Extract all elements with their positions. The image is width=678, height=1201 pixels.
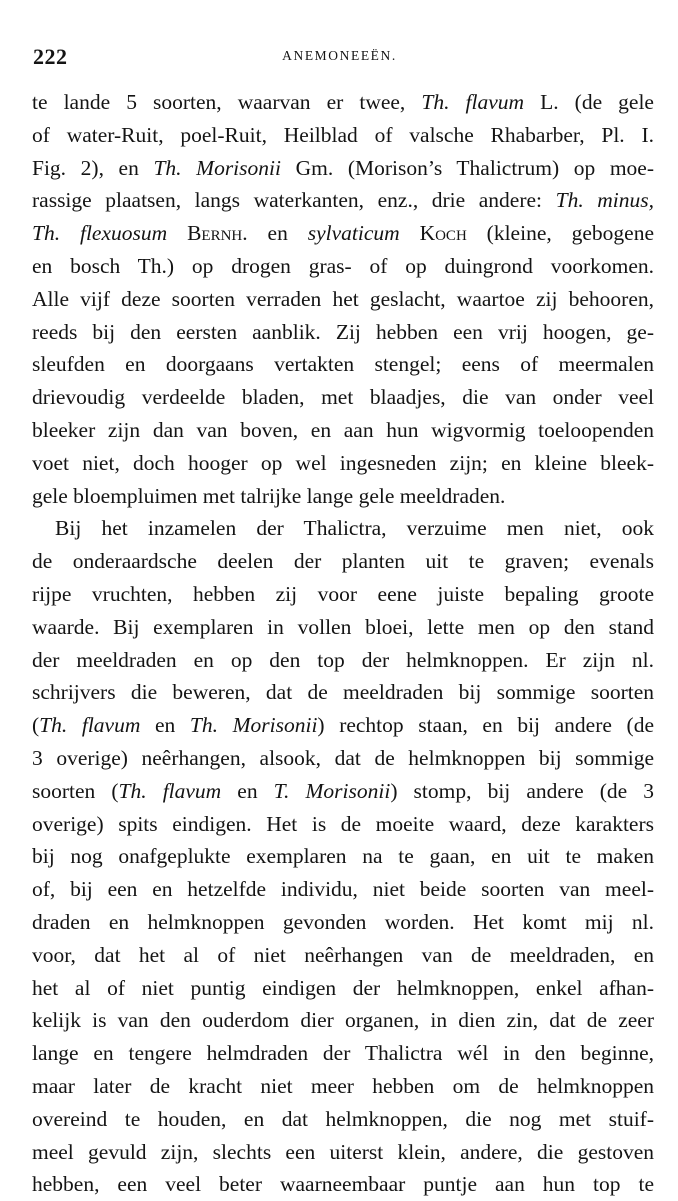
text-run: meel gevuld zijn, slechts een uiterst klein, andere, die gestoven: [32, 1139, 654, 1164]
body-text: [32, 86, 654, 1201]
text-run: schrijvers die beweren, dat de meeldraden bij sommige soorten: [32, 680, 654, 705]
text-line: [32, 250, 654, 283]
text-run: de onderaardsche deelen der planten uit te graven; evenals: [32, 549, 654, 574]
text-run: en bosch Th.) op drogen gras- of op duingrond voorkomen.: [32, 253, 654, 278]
text-line: [32, 939, 654, 972]
text-line: [32, 972, 654, 1005]
text-line: [32, 152, 654, 185]
text-run: Gm. (Morison’s Thalictrum) op moe-: [280, 155, 654, 180]
italic-text: Th. minus,: [555, 188, 655, 213]
italic-text: Th. flexuosum: [32, 221, 168, 246]
text-run: L. (de gele: [524, 90, 654, 114]
text-line: [32, 808, 654, 841]
text-run: maar later de kracht niet meer hebben om de helmknoppen: [32, 1073, 654, 1098]
text-line: [32, 283, 654, 316]
text-run: en: [140, 713, 190, 738]
text-run: soorten (: [32, 778, 119, 803]
text-run: [167, 221, 187, 245]
page-number: 222: [33, 44, 68, 69]
text-run: voor, dat het al of niet neêrhangen van de meeldraden, en: [32, 942, 654, 967]
text-line: [32, 1070, 654, 1103]
italic-text: T. Morisonii: [273, 778, 391, 803]
text-line: [32, 414, 654, 447]
italic-text: sylvaticum: [307, 221, 400, 246]
text-run: hebben, een veel beter waarneembaar puntje aan hun top te: [32, 1172, 654, 1197]
text-line: [32, 906, 654, 939]
text-line: [32, 1037, 654, 1070]
text-line: [32, 1004, 654, 1037]
text-run: lange en tengere helmdraden der Thalictra wél in den beginne,: [32, 1041, 654, 1066]
text-line: [32, 545, 654, 578]
small-caps-text: Bernh.: [187, 221, 248, 246]
text-run: en: [247, 221, 308, 246]
text-line: [32, 512, 654, 545]
text-run: drievoudig verdeelde bladen, met blaadjes, die van onder veel: [32, 385, 654, 410]
text-line: [32, 447, 654, 480]
text-run: (: [32, 713, 40, 738]
text-run: (kleine, gebogene: [466, 221, 655, 246]
text-line: [32, 644, 654, 677]
text-run: te lande 5 soorten, waarvan er twee,: [32, 90, 422, 114]
page-header: [33, 44, 646, 70]
italic-text: Th. flavum: [39, 713, 141, 738]
text-run: der meeldraden en op den top der helmknoppen. Er zijn nl.: [32, 647, 654, 672]
text-run: [400, 221, 420, 245]
text-run: ) stomp, bij andere (de 3: [390, 778, 654, 803]
small-caps-text: Koch: [419, 221, 467, 246]
italic-text: Th. Morisonii: [189, 713, 318, 738]
text-run: en: [221, 778, 274, 803]
italic-text: Th. flavum: [118, 778, 222, 803]
text-run: sleufden en doorgaans vertakten stengel; eens of meermalen: [32, 352, 654, 377]
text-line: [32, 119, 654, 152]
text-run: Bij het inzamelen der Thalictra, verzuime men niet, ook: [55, 516, 654, 541]
text-line: [32, 217, 654, 250]
text-run: Fig. 2), en: [32, 155, 154, 180]
text-run: overige) spits eindigen. Het is de moeite waard, deze karakters: [32, 811, 654, 836]
text-line: [32, 86, 654, 119]
text-line: [32, 775, 654, 808]
text-line: [32, 840, 654, 873]
text-run: draden en helmknoppen gevonden worden. Het komt mij nl.: [32, 909, 654, 934]
text-run: overeind te houden, en dat helmknoppen, die nog met stuif-: [32, 1106, 654, 1131]
text-line: [32, 578, 654, 611]
text-line: [32, 709, 654, 742]
text-run: bij nog onafgeplukte exemplaren na te gaan, en uit te maken: [32, 844, 654, 869]
text-run: rassige plaatsen, langs waterkanten, enz., drie andere:: [32, 188, 556, 213]
text-run: 3 overige) neêrhangen, alsook, dat de helmknoppen bij sommige: [32, 745, 654, 770]
text-line: [32, 316, 654, 349]
italic-text: Th. Morisonii: [153, 155, 281, 180]
text-run: of, bij een en hetzelfde individu, niet beide soorten van meel-: [32, 877, 654, 902]
italic-text: Th. flavum: [421, 90, 525, 114]
text-run: Alle vijf deze soorten verraden het geslacht, waartoe zij behooren,: [32, 286, 654, 311]
text-run: rijpe vruchten, hebben zij voor eene juiste bepaling groote: [32, 581, 654, 606]
text-run: of water-Ruit, poel-Ruit, Heilblad of valsche Rhabarber, Pl. I.: [32, 122, 654, 147]
text-run: kelijk is van den ouderdom dier organen, in dien zin, dat de zeer: [32, 1008, 654, 1033]
text-run: voet niet, doch hooger op wel ingesneden zijn; en kleine bleek-: [32, 450, 654, 475]
text-line: [32, 1136, 654, 1169]
text-run: gele bloempluimen met talrijke lange gele meeldraden.: [32, 483, 506, 508]
text-run: waarde. Bij exemplaren in vollen bloei, lette men op den stand: [32, 614, 654, 639]
text-line: [32, 611, 654, 644]
text-line: [32, 742, 654, 775]
text-run: bleeker zijn dan van boven, en aan hun wigvormig toeloopenden: [32, 417, 654, 442]
text-line: [32, 381, 654, 414]
running-title: ANEMONEEËN.: [282, 48, 397, 63]
text-line: [32, 1103, 654, 1136]
text-run: ) rechtop staan, en bij andere (de: [317, 713, 654, 738]
text-run: het al of niet puntig eindigen der helmknoppen, enkel afhan-: [32, 975, 654, 1000]
text-run: reeds bij den eersten aanblik. Zij hebben een vrij hoogen, ge-: [32, 319, 654, 344]
text-line: [32, 676, 654, 709]
text-line: [32, 184, 654, 217]
text-line: [32, 480, 654, 513]
text-line: [32, 1168, 654, 1201]
text-line: [32, 348, 654, 381]
text-line: [32, 873, 654, 906]
